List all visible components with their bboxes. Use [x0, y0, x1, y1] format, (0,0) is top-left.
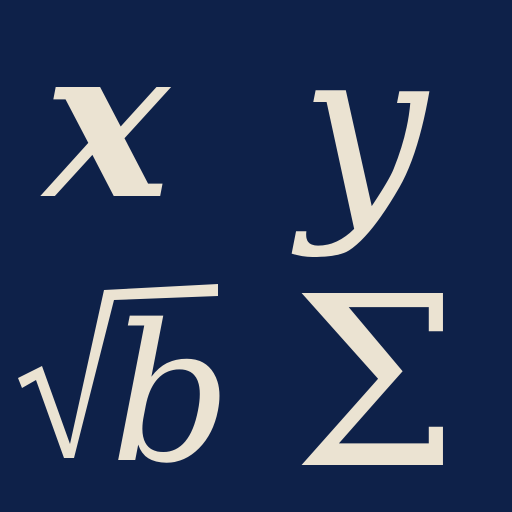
sqrt-radicand-b-glyph: b — [110, 284, 232, 505]
variable-y-glyph: y — [300, 0, 428, 261]
summation-sigma-glyph: Σ — [292, 246, 459, 512]
variable-x-glyph: x — [44, 0, 170, 246]
